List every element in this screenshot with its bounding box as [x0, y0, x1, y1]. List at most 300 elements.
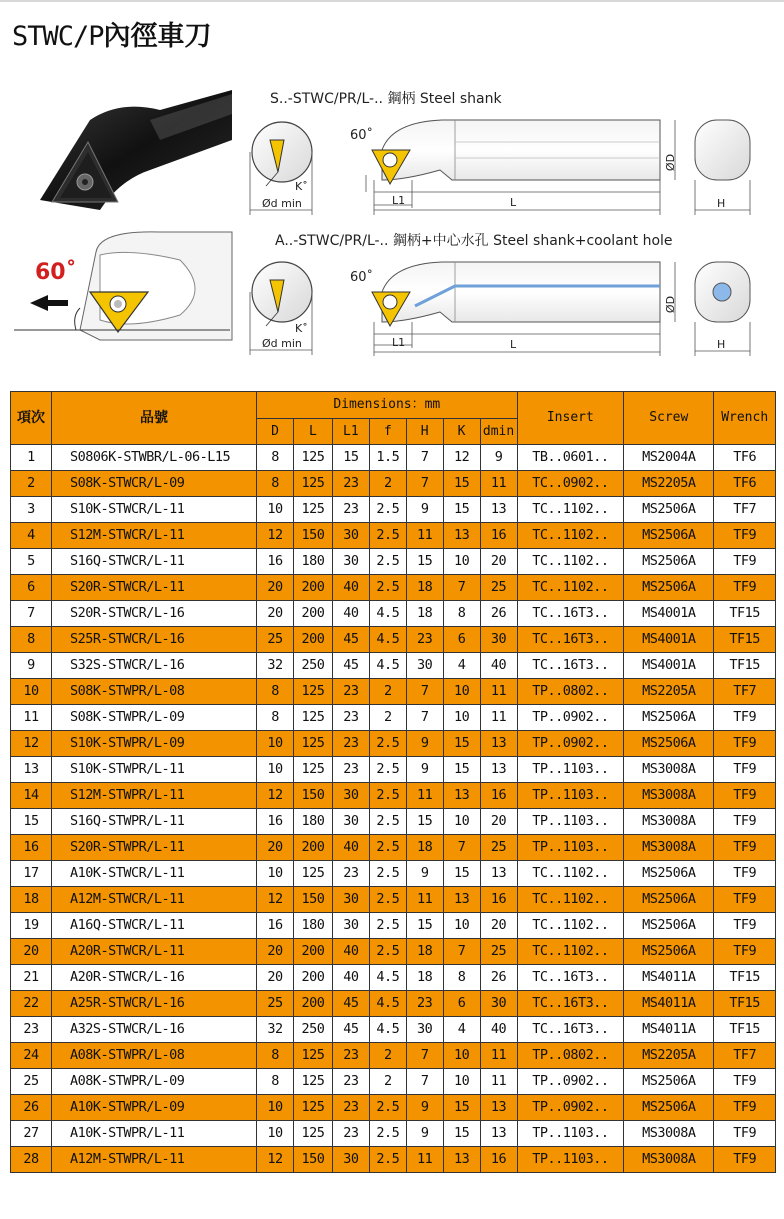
cell-dmin: 11: [480, 1069, 517, 1095]
cell-screw: MS2506A: [624, 1095, 714, 1121]
cell-f: 2.5: [369, 835, 406, 861]
side-view-top: [366, 120, 678, 215]
header-dim-H: H: [406, 419, 443, 445]
cell-screw: MS2506A: [624, 939, 714, 965]
cell-K: 10: [443, 705, 480, 731]
table-row: [11, 731, 776, 757]
cell-L: 200: [293, 601, 332, 627]
d-label-bottom: ØD: [664, 295, 678, 314]
cell-insert: TC..16T3..: [517, 991, 624, 1017]
cell-f: 2.5: [369, 809, 406, 835]
cell-insert: TP..0902..: [517, 1069, 624, 1095]
cell-model: A25R-STWCR/L-16: [52, 991, 257, 1017]
cell-K: 10: [443, 549, 480, 575]
cell-index: 23: [11, 1017, 52, 1043]
cell-wrench: TF15: [714, 653, 776, 679]
cell-H: 9: [406, 731, 443, 757]
cell-screw: MS2205A: [624, 471, 714, 497]
cell-index: 9: [11, 653, 52, 679]
cell-H: 7: [406, 1043, 443, 1069]
cell-f: 2: [369, 471, 406, 497]
cell-K: 13: [443, 523, 480, 549]
table-row: [11, 757, 776, 783]
cell-K: 10: [443, 679, 480, 705]
kappa-label-bottom: K˚: [295, 322, 308, 335]
cell-L1: 23: [332, 471, 369, 497]
cell-screw: MS3008A: [624, 757, 714, 783]
cell-dmin: 30: [480, 991, 517, 1017]
h-label-bottom: H: [717, 338, 726, 351]
cell-model: A12M-STWCR/L-11: [52, 887, 257, 913]
cell-L: 250: [293, 653, 332, 679]
table-row: [11, 783, 776, 809]
cell-dmin: 16: [480, 887, 517, 913]
table-row: [11, 1147, 776, 1173]
cell-L1: 45: [332, 627, 369, 653]
cell-wrench: TF7: [714, 497, 776, 523]
table-row: [11, 1017, 776, 1043]
cell-index: 26: [11, 1095, 52, 1121]
cell-L: 150: [293, 783, 332, 809]
cell-f: 2.5: [369, 549, 406, 575]
cell-dmin: 30: [480, 627, 517, 653]
table-row: [11, 887, 776, 913]
cell-f: 2.5: [369, 575, 406, 601]
table-row: [11, 679, 776, 705]
dmin-label-top: Ød min: [262, 197, 302, 210]
cell-f: 4.5: [369, 601, 406, 627]
l-label-top: L: [510, 196, 517, 209]
cell-screw: MS2004A: [624, 445, 714, 471]
cell-index: 6: [11, 575, 52, 601]
cell-f: 2.5: [369, 1095, 406, 1121]
cell-D: 10: [257, 731, 294, 757]
cell-model: S25R-STWCR/L-16: [52, 627, 257, 653]
detail-sketch: [14, 232, 232, 340]
cell-H: 11: [406, 887, 443, 913]
cell-H: 7: [406, 705, 443, 731]
cell-L: 125: [293, 445, 332, 471]
cell-f: 4.5: [369, 627, 406, 653]
table-row: [11, 809, 776, 835]
cell-K: 6: [443, 627, 480, 653]
header-dim-L: L: [293, 419, 332, 445]
cell-K: 10: [443, 913, 480, 939]
cell-dmin: 11: [480, 1043, 517, 1069]
cell-L: 200: [293, 575, 332, 601]
cell-index: 1: [11, 445, 52, 471]
cell-wrench: TF9: [714, 523, 776, 549]
cell-D: 25: [257, 627, 294, 653]
title-code: STWC/P: [12, 21, 104, 52]
cell-L1: 23: [332, 705, 369, 731]
cell-H: 15: [406, 809, 443, 835]
cell-wrench: TF7: [714, 679, 776, 705]
cell-D: 10: [257, 757, 294, 783]
cell-K: 8: [443, 601, 480, 627]
cell-screw: MS2506A: [624, 549, 714, 575]
cell-dmin: 20: [480, 809, 517, 835]
cell-H: 11: [406, 783, 443, 809]
cell-insert: TP..0802..: [517, 679, 624, 705]
angle-60-red: 60˚: [35, 260, 77, 285]
cell-H: 9: [406, 1095, 443, 1121]
cell-dmin: 26: [480, 965, 517, 991]
cell-L: 200: [293, 835, 332, 861]
cell-D: 12: [257, 783, 294, 809]
table-row: [11, 835, 776, 861]
angle-60-bottom: 60˚: [350, 270, 374, 285]
cell-H: 9: [406, 861, 443, 887]
cell-D: 12: [257, 887, 294, 913]
cell-insert: TP..0902..: [517, 705, 624, 731]
cell-L: 200: [293, 627, 332, 653]
cell-model: A16Q-STWCR/L-11: [52, 913, 257, 939]
cell-insert: TC..1102..: [517, 523, 624, 549]
cell-insert: TC..0902..: [517, 471, 624, 497]
cell-model: S08K-STWCR/L-09: [52, 471, 257, 497]
header-wrench: Wrench: [714, 392, 776, 445]
cell-screw: MS2506A: [624, 1069, 714, 1095]
cell-insert: TC..1102..: [517, 887, 624, 913]
cell-L: 125: [293, 497, 332, 523]
cell-D: 10: [257, 861, 294, 887]
cell-H: 11: [406, 1147, 443, 1173]
cell-index: 7: [11, 601, 52, 627]
cell-screw: MS2506A: [624, 575, 714, 601]
cell-insert: TB..0601..: [517, 445, 624, 471]
table-row: [11, 575, 776, 601]
cell-wrench: TF9: [714, 731, 776, 757]
table-row: [11, 1043, 776, 1069]
cell-dmin: 40: [480, 1017, 517, 1043]
cell-index: 25: [11, 1069, 52, 1095]
cell-L: 125: [293, 1095, 332, 1121]
cell-D: 25: [257, 991, 294, 1017]
cell-H: 23: [406, 991, 443, 1017]
table-row: [11, 1121, 776, 1147]
cell-index: 20: [11, 939, 52, 965]
cell-D: 8: [257, 705, 294, 731]
cell-L: 200: [293, 939, 332, 965]
spec-table: [10, 391, 776, 1173]
cell-D: 10: [257, 497, 294, 523]
cell-dmin: 9: [480, 445, 517, 471]
table-row: [11, 549, 776, 575]
cell-L: 180: [293, 913, 332, 939]
cell-D: 10: [257, 1121, 294, 1147]
header-dim-D: D: [257, 419, 294, 445]
cell-model: S16Q-STWPR/L-11: [52, 809, 257, 835]
cell-insert: TC..1102..: [517, 913, 624, 939]
table-row: [11, 991, 776, 1017]
cell-K: 7: [443, 939, 480, 965]
cell-D: 32: [257, 1017, 294, 1043]
cell-L1: 40: [332, 601, 369, 627]
cell-f: 4.5: [369, 991, 406, 1017]
cell-model: S10K-STWCR/L-11: [52, 497, 257, 523]
cell-f: 2: [369, 1043, 406, 1069]
cell-wrench: TF9: [714, 939, 776, 965]
cell-index: 17: [11, 861, 52, 887]
cell-H: 11: [406, 523, 443, 549]
cell-f: 2.5: [369, 497, 406, 523]
cell-H: 7: [406, 471, 443, 497]
cell-H: 30: [406, 1017, 443, 1043]
cell-K: 10: [443, 809, 480, 835]
cell-L: 125: [293, 861, 332, 887]
cell-L1: 15: [332, 445, 369, 471]
cell-L1: 23: [332, 731, 369, 757]
cell-insert: TP..0902..: [517, 731, 624, 757]
cell-f: 2.5: [369, 731, 406, 757]
cell-screw: MS2506A: [624, 861, 714, 887]
cell-L: 180: [293, 809, 332, 835]
cell-dmin: 20: [480, 913, 517, 939]
cell-wrench: TF15: [714, 1017, 776, 1043]
cell-K: 15: [443, 471, 480, 497]
cell-D: 16: [257, 913, 294, 939]
cell-model: S12M-STWCR/L-11: [52, 523, 257, 549]
cell-H: 18: [406, 575, 443, 601]
cell-L1: 30: [332, 809, 369, 835]
cell-f: 2: [369, 1069, 406, 1095]
table-row: [11, 653, 776, 679]
cell-f: 4.5: [369, 965, 406, 991]
cell-K: 10: [443, 1069, 480, 1095]
cell-f: 2.5: [369, 939, 406, 965]
cell-insert: TP..1103..: [517, 809, 624, 835]
cell-index: 10: [11, 679, 52, 705]
cell-f: 2.5: [369, 1121, 406, 1147]
cell-K: 13: [443, 783, 480, 809]
cell-wrench: TF9: [714, 575, 776, 601]
cell-L1: 23: [332, 757, 369, 783]
cell-L: 200: [293, 965, 332, 991]
d-label-top: ØD: [664, 153, 678, 172]
cell-L1: 23: [332, 861, 369, 887]
header-model: 品號: [52, 392, 257, 445]
cell-model: A12M-STWPR/L-11: [52, 1147, 257, 1173]
cell-insert: TC..16T3..: [517, 653, 624, 679]
side-view-bottom: [372, 262, 678, 356]
cell-D: 8: [257, 445, 294, 471]
cell-index: 15: [11, 809, 52, 835]
cell-H: 18: [406, 965, 443, 991]
cell-index: 28: [11, 1147, 52, 1173]
cell-dmin: 25: [480, 835, 517, 861]
cell-insert: TP..0802..: [517, 1043, 624, 1069]
cell-D: 12: [257, 523, 294, 549]
cell-index: 2: [11, 471, 52, 497]
cell-L: 150: [293, 523, 332, 549]
cell-H: 9: [406, 757, 443, 783]
cell-screw: MS4011A: [624, 991, 714, 1017]
cell-L1: 45: [332, 1017, 369, 1043]
cell-wrench: TF6: [714, 445, 776, 471]
table-row: [11, 445, 776, 471]
cell-insert: TC..1102..: [517, 939, 624, 965]
cell-L1: 30: [332, 1147, 369, 1173]
cell-wrench: TF9: [714, 1095, 776, 1121]
cell-insert: TC..16T3..: [517, 965, 624, 991]
table-row: [11, 497, 776, 523]
cell-L: 125: [293, 705, 332, 731]
cell-L1: 45: [332, 653, 369, 679]
cell-L: 250: [293, 1017, 332, 1043]
cell-screw: MS4011A: [624, 965, 714, 991]
cell-D: 8: [257, 471, 294, 497]
table-row: [11, 861, 776, 887]
table-row: [11, 601, 776, 627]
cell-D: 16: [257, 809, 294, 835]
cell-H: 30: [406, 653, 443, 679]
cell-D: 20: [257, 575, 294, 601]
cell-L1: 23: [332, 1095, 369, 1121]
cell-screw: MS4001A: [624, 627, 714, 653]
cell-wrench: TF9: [714, 835, 776, 861]
cell-screw: MS2205A: [624, 679, 714, 705]
cell-screw: MS4011A: [624, 1017, 714, 1043]
cell-K: 4: [443, 1017, 480, 1043]
cell-wrench: TF7: [714, 1043, 776, 1069]
cell-wrench: TF9: [714, 861, 776, 887]
cell-model: S20R-STWCR/L-16: [52, 601, 257, 627]
cell-wrench: TF9: [714, 1121, 776, 1147]
table-row: [11, 627, 776, 653]
cell-K: 15: [443, 1121, 480, 1147]
cell-K: 7: [443, 575, 480, 601]
cell-index: 24: [11, 1043, 52, 1069]
cell-K: 10: [443, 1043, 480, 1069]
cell-index: 3: [11, 497, 52, 523]
cell-insert: TP..1103..: [517, 757, 624, 783]
h-label-top: H: [717, 197, 726, 210]
l1-label-bottom: L1: [392, 336, 406, 349]
cell-index: 21: [11, 965, 52, 991]
cell-index: 8: [11, 627, 52, 653]
angle-60-top: 60˚: [350, 128, 374, 143]
cell-f: 2.5: [369, 1147, 406, 1173]
header-dim-dmin: dmin: [480, 419, 517, 445]
header-index: 項次: [11, 392, 52, 445]
cell-L: 125: [293, 731, 332, 757]
cell-dmin: 13: [480, 497, 517, 523]
cell-L1: 30: [332, 913, 369, 939]
table-row: [11, 1095, 776, 1121]
cell-screw: MS2506A: [624, 913, 714, 939]
cell-wrench: TF15: [714, 627, 776, 653]
cell-K: 13: [443, 887, 480, 913]
cell-dmin: 13: [480, 1095, 517, 1121]
cell-L1: 30: [332, 523, 369, 549]
cell-insert: TC..16T3..: [517, 627, 624, 653]
cell-dmin: 11: [480, 471, 517, 497]
cell-H: 9: [406, 497, 443, 523]
cell-f: 1.5: [369, 445, 406, 471]
cell-index: 18: [11, 887, 52, 913]
cell-wrench: TF9: [714, 549, 776, 575]
cell-H: 18: [406, 939, 443, 965]
cell-f: 2.5: [369, 757, 406, 783]
diagram-label-coolant: A..-STWC/PR/L-.. 鋼柄+中心水孔 Steel shank+coolant hole: [275, 233, 673, 249]
cell-K: 7: [443, 835, 480, 861]
cell-K: 15: [443, 861, 480, 887]
header-insert: Insert: [517, 392, 624, 445]
cell-H: 23: [406, 627, 443, 653]
cell-screw: MS2506A: [624, 731, 714, 757]
cell-dmin: 13: [480, 1121, 517, 1147]
cell-L1: 40: [332, 939, 369, 965]
cell-model: S20R-STWPR/L-11: [52, 835, 257, 861]
cell-H: 9: [406, 1121, 443, 1147]
cell-f: 2: [369, 679, 406, 705]
cell-model: S10K-STWPR/L-11: [52, 757, 257, 783]
cell-wrench: TF9: [714, 783, 776, 809]
cell-model: A20R-STWCR/L-16: [52, 965, 257, 991]
cell-dmin: 40: [480, 653, 517, 679]
cell-D: 8: [257, 679, 294, 705]
cell-K: 8: [443, 965, 480, 991]
cell-dmin: 16: [480, 783, 517, 809]
cell-K: 6: [443, 991, 480, 1017]
cell-model: S20R-STWCR/L-11: [52, 575, 257, 601]
cell-D: 16: [257, 549, 294, 575]
cell-insert: TC..1102..: [517, 549, 624, 575]
cell-L: 180: [293, 549, 332, 575]
cell-dmin: 11: [480, 679, 517, 705]
table-header-row-1: [11, 392, 776, 419]
cell-wrench: TF9: [714, 913, 776, 939]
tool-photo: [0, 80, 232, 220]
cell-index: 19: [11, 913, 52, 939]
cell-D: 20: [257, 965, 294, 991]
cell-D: 8: [257, 1043, 294, 1069]
cell-H: 15: [406, 549, 443, 575]
tool-diagram: [0, 80, 784, 370]
table-row: [11, 939, 776, 965]
cell-screw: MS2506A: [624, 887, 714, 913]
cell-insert: TC..1102..: [517, 861, 624, 887]
cell-dmin: 13: [480, 757, 517, 783]
cell-K: 15: [443, 731, 480, 757]
cell-f: 4.5: [369, 653, 406, 679]
cell-screw: MS2506A: [624, 523, 714, 549]
cell-wrench: TF15: [714, 991, 776, 1017]
cell-index: 5: [11, 549, 52, 575]
table-body: [11, 445, 776, 1173]
cell-dmin: 20: [480, 549, 517, 575]
cell-H: 7: [406, 679, 443, 705]
cell-L: 125: [293, 1121, 332, 1147]
cell-H: 7: [406, 1069, 443, 1095]
cell-D: 32: [257, 653, 294, 679]
cell-screw: MS4001A: [624, 601, 714, 627]
cell-K: 13: [443, 1147, 480, 1173]
table-row: [11, 965, 776, 991]
cell-L1: 40: [332, 575, 369, 601]
cell-dmin: 11: [480, 705, 517, 731]
cell-index: 11: [11, 705, 52, 731]
cell-H: 15: [406, 913, 443, 939]
table-row: [11, 523, 776, 549]
tool-drawings: [0, 80, 784, 370]
cell-model: S12M-STWPR/L-11: [52, 783, 257, 809]
cell-model: A10K-STWPR/L-11: [52, 1121, 257, 1147]
cell-index: 12: [11, 731, 52, 757]
header-dim-L1: L1: [332, 419, 369, 445]
cell-index: 14: [11, 783, 52, 809]
